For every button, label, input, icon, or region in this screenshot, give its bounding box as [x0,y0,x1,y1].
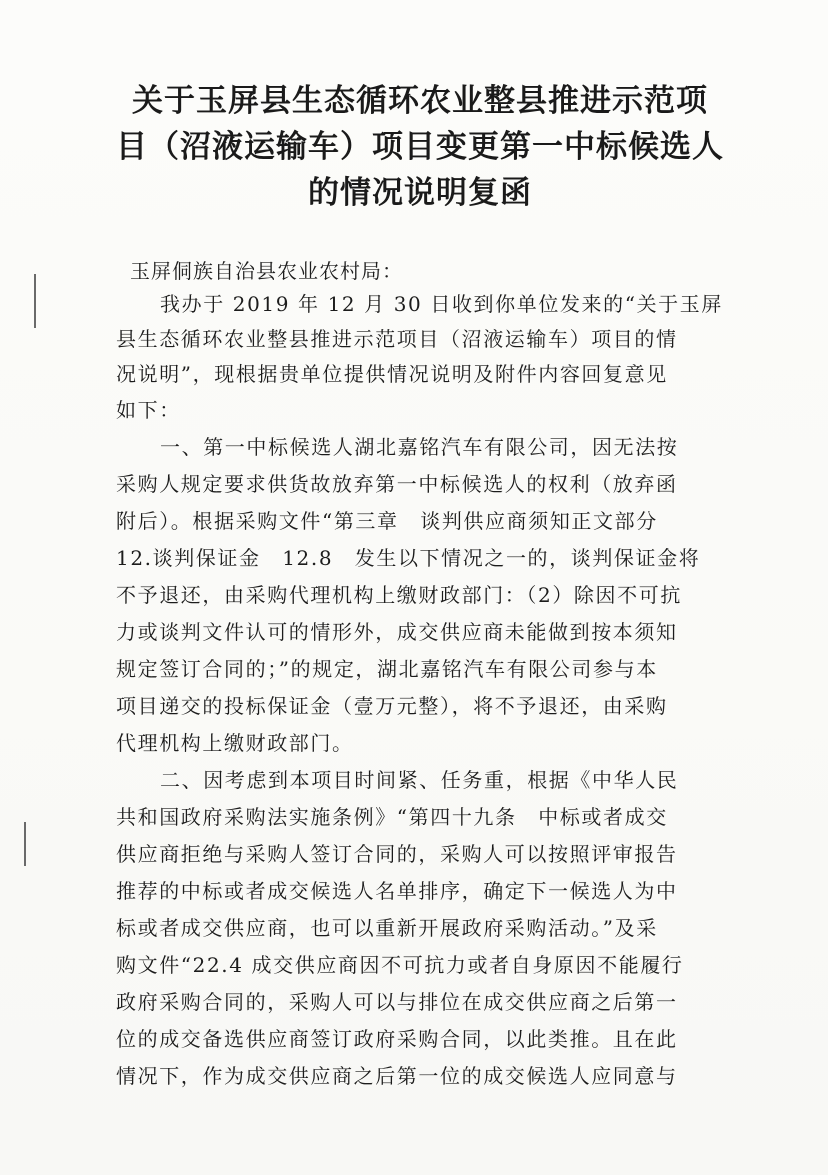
body-line: 情况下，作为成交供应商之后第一位的成交候选人应同意与 [116,1064,678,1088]
body-line: 一、第一中标候选人湖北嘉铭汽车有限公司，因无法按 [160,435,679,459]
body-line: 标或者成交供应商，也可以重新开展政府采购活动。”及采 [116,916,658,940]
salutation: 玉屏侗族自治县农业农村局： [130,259,403,283]
body-line: 我办于 2019 年 12 月 30 日收到你单位发来的“关于玉屏 [160,292,723,316]
body-line: 12.谈判保证金 12.8 发生以下情况之一的，谈判保证金将 [116,546,701,570]
body-line: 推荐的中标或者成交候选人名单排序，确定下一候选人为中 [116,879,678,903]
body-line: 采购人规定要求供货故放弃第一中标候选人的权利（放弃函 [116,472,678,496]
body-line: 购文件“22.4 成交供应商因不可抗力或者自身原因不能履行 [116,953,684,977]
body-line: 政府采购合同的，采购人可以与排位在成交供应商之后第一 [116,990,678,1014]
body-line: 位的成交备选供应商签订政府采购合同，以此类推。且在此 [116,1027,678,1051]
body-line: 附后）。根据采购文件“第三章 谈判供应商须知正文部分 [116,509,658,533]
body-line: 规定签订合同的；”的规定，湖北嘉铭汽车有限公司参与本 [116,657,658,681]
title-line: 的情况说明复函 [308,175,532,211]
body-line: 供应商拒绝与采购人签订合同的，采购人可以按照评审报告 [116,842,678,866]
body-line: 况说明”，现根据贵单位提供情况说明及附件内容回复意见 [116,362,668,386]
body-line: 二、因考虑到本项目时间紧、任务重，根据《中华人民 [160,768,679,792]
body-line: 项目递交的投标保证金（壹万元整），将不予退还，由采购 [116,694,668,718]
title-line: 目（沼液运输车）项目变更第一中标候选人 [116,129,724,165]
body-line: 代理机构上缴财政部门。 [116,731,354,755]
body-line: 共和国政府采购法实施条例》“第四十九条 中标或者成交 [116,805,668,829]
body-line: 力或谈判文件认可的情形外，成交供应商未能做到按本须知 [116,620,678,644]
body-line: 县生态循环农业整县推进示范项目（沼液运输车）项目的情 [116,327,678,351]
document-title [100,78,740,216]
body-line: 如下： [116,398,181,422]
binding-mark [34,274,36,328]
binding-mark [24,822,26,866]
title-line: 关于玉屏县生态循环农业整县推进示范项 [132,83,708,119]
body-line: 不予退还，由采购代理机构上缴财政部门：（2）除因不可抗 [116,583,682,607]
